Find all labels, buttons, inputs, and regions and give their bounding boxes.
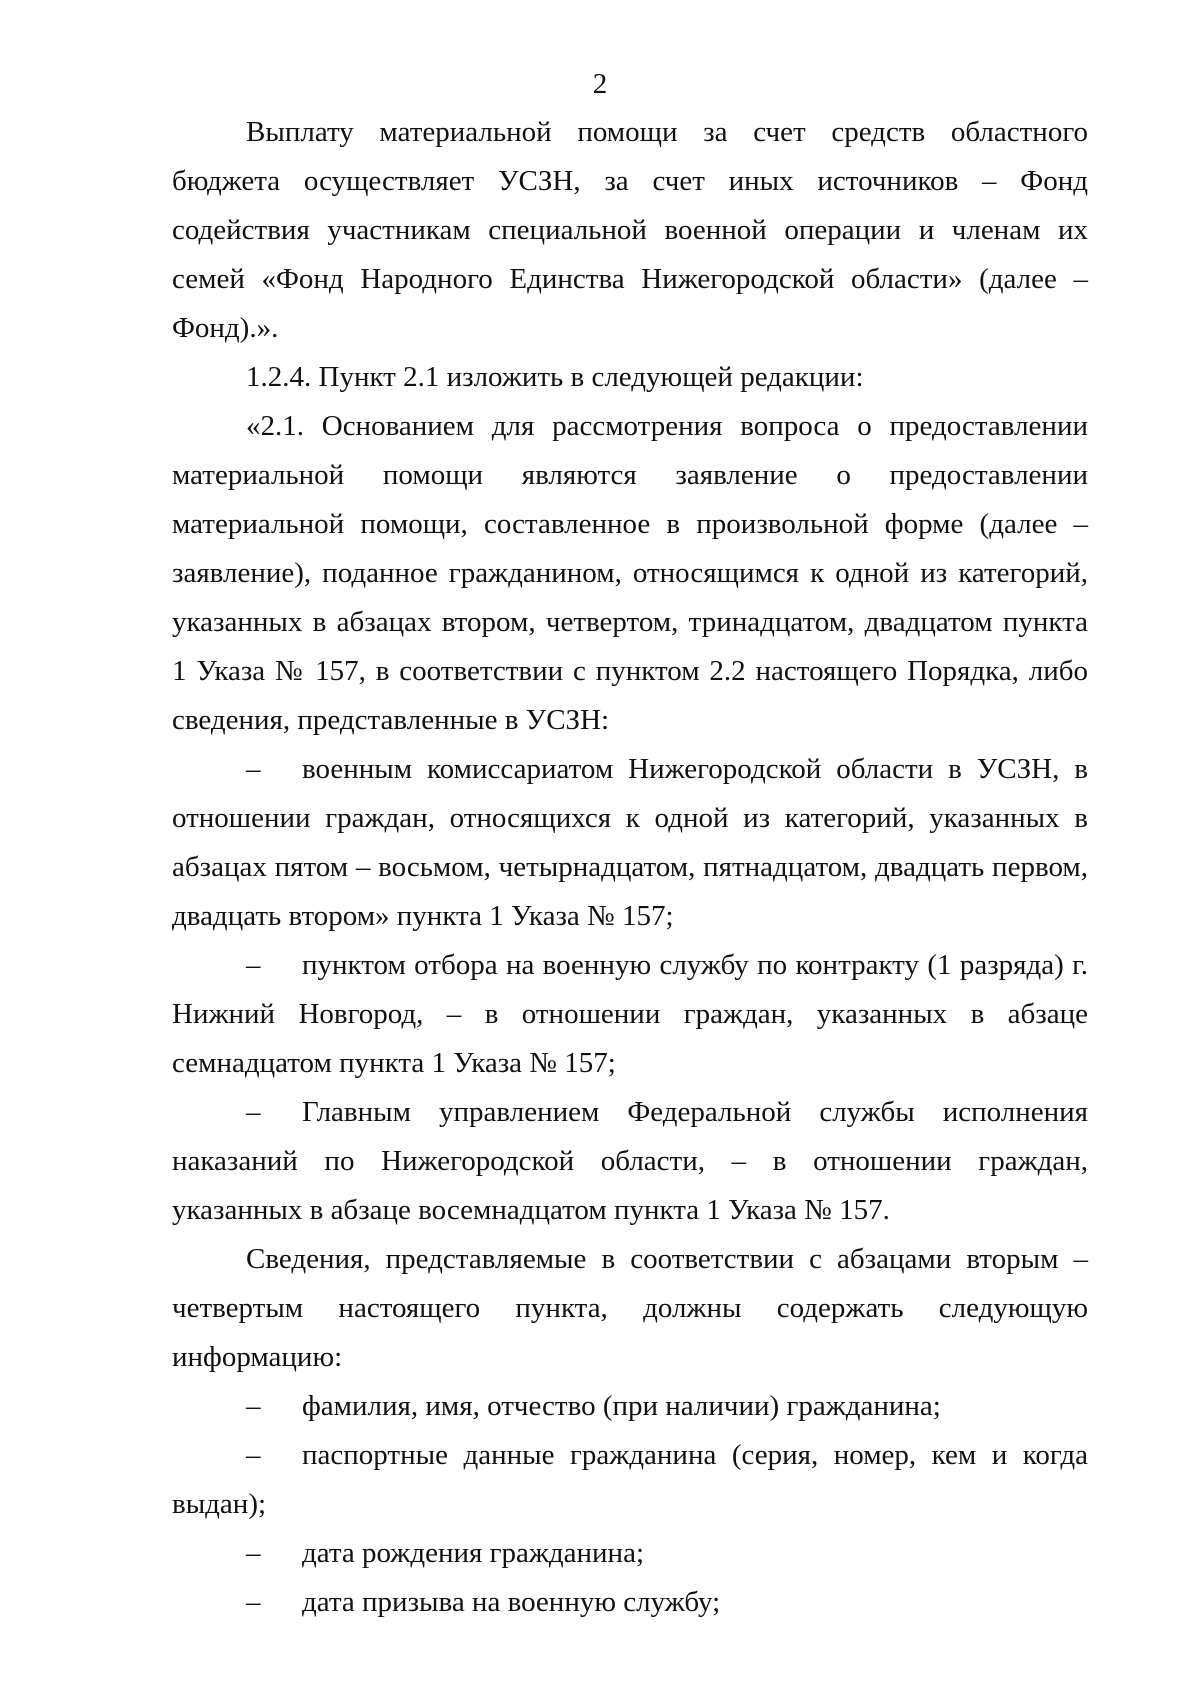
list-item-text: пунктом отбора на военную службу по контракту (1 разряда) г. Нижний Новгород, – в отношении граждан, указанных в абзаце семнадцатом пункта 1 Указа № 157; — [172, 949, 1088, 1079]
dash-bullet: – — [246, 1096, 261, 1128]
list-item-conscription-date — [172, 1578, 1088, 1627]
list-item-text: фамилия, имя, отчество (при наличии) гражданина; — [302, 1390, 941, 1422]
list-item-birth-date — [172, 1529, 1088, 1578]
dash-bullet: – — [246, 1537, 261, 1569]
dash-bullet: – — [246, 1390, 261, 1422]
list-item-passport-data — [172, 1431, 1088, 1529]
paragraph-payment-responsibility: Выплату материальной помощи за счет средств областного бюджета осуществляет УСЗН, за счет иных источников – Фонд содействия участникам специальной военной операции и членам их семей «Фонд Народного Единства Нижегородской области» (далее – Фонд).». — [172, 116, 1088, 344]
list-item-full-name — [172, 1382, 1088, 1431]
page-number: 2 — [592, 68, 608, 100]
paragraph-required-information: Сведения, представляемые в соответствии с абзацами вторым – четвертым настоящего пункта, должны содержать следующую информацию: — [172, 1243, 1088, 1373]
paragraph-item-2-1: «2.1. Основанием для рассмотрения вопроса о предоставлении материальной помощи являются заявление о предоставлении материальной помощи, составленное в произвольной форме (далее – заявление), поданное гражданином, относящимся к одной из категорий, указанных в абзацах втором, четвертом, тринадцатом, двадцатом пункта 1 Указа № 157, в соответствии с пунктом 2.2 настоящего Порядка, либо сведения, представленные в УСЗН: — [172, 410, 1088, 736]
dash-bullet: – — [246, 1439, 261, 1471]
list-item-text: паспортные данные гражданина (серия, номер, кем и когда выдан); — [172, 1439, 1088, 1520]
paragraph-item-1-2-4: 1.2.4. Пункт 2.1 изложить в следующей редакции: — [246, 361, 864, 393]
dash-bullet: – — [246, 753, 261, 785]
list-item-text: военным комиссариатом Нижегородской области в УСЗН, в отношении граждан, относящихся к одной из категорий, указанных в абзацах пятом – восьмом, четырнадцатом, пятнадцатом, двадцать первом, двадцать втором» пункта 1 Указа № 157; — [172, 753, 1088, 932]
list-item-selection-point — [172, 941, 1088, 1088]
document-body — [172, 108, 1088, 1627]
list-item-military-commissariat — [172, 745, 1088, 941]
list-item-text: дата призыва на военную службу; — [302, 1586, 721, 1618]
dash-bullet: – — [246, 1586, 261, 1618]
list-item-text: Главным управлением Федеральной службы исполнения наказаний по Нижегородской области, – в отношении граждан, указанных в абзаце восемнадцатом пункта 1 Указа № 157. — [172, 1096, 1088, 1226]
dash-bullet: – — [246, 949, 261, 981]
list-item-text: дата рождения гражданина; — [302, 1537, 645, 1569]
list-item-penitentiary-service — [172, 1088, 1088, 1235]
